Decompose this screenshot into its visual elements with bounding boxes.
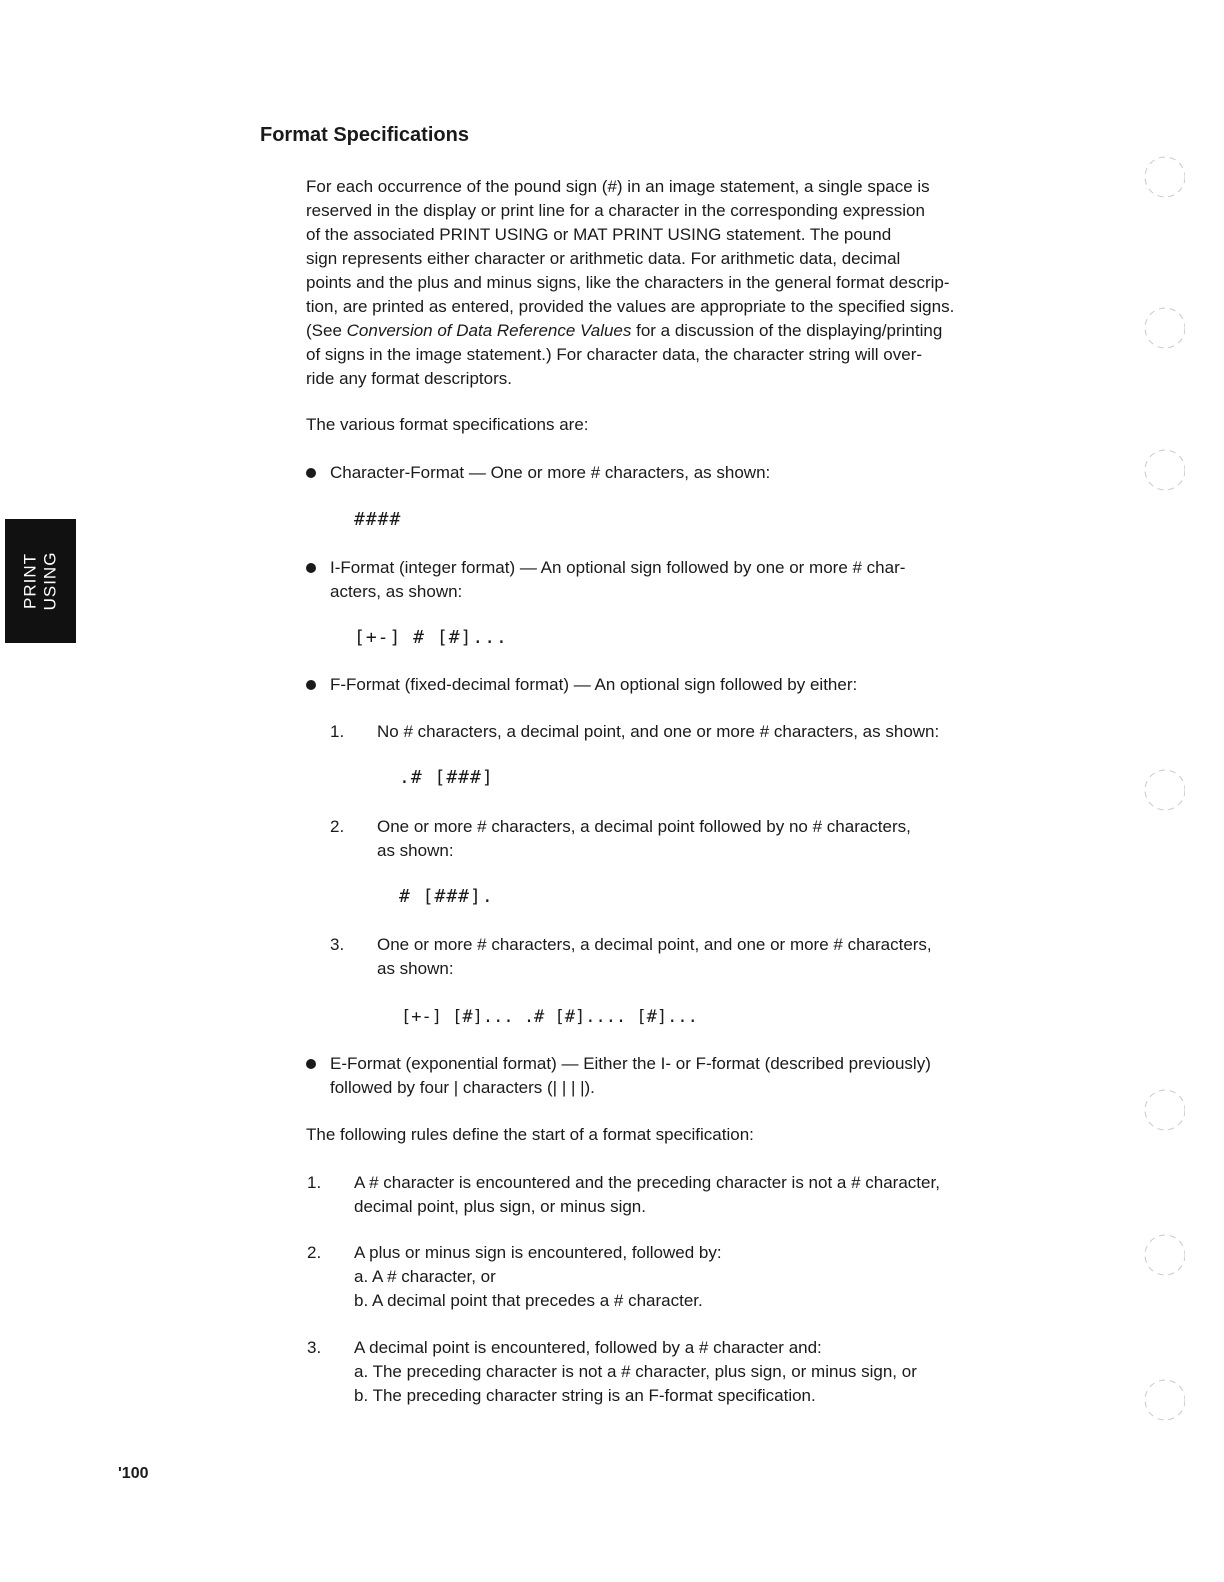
intro-line-reference: [306, 319, 996, 343]
intro-line: reserved in the display or print line for a character in the corresponding expression: [306, 201, 925, 220]
rule-number: 2.: [307, 1243, 322, 1262]
punch-hole-icon: [1145, 1380, 1185, 1420]
punch-hole-marks: [1135, 150, 1185, 1450]
bullet-dot-icon: [306, 468, 316, 478]
page-title: Format Specifications: [260, 124, 469, 146]
punch-hole-icon: [1145, 1090, 1185, 1130]
intro-line: points and the plus and minus signs, like the characters in the general format descrip-: [306, 273, 950, 292]
intro-line: tion, are printed as entered, provided the values are appropriate to the specified signs.: [306, 297, 955, 316]
bullet-text: followed by four | characters (| | | |).: [330, 1078, 595, 1097]
intro-line: sign represents either character or arithmetic data. For arithmetic data, decimal: [306, 249, 901, 268]
rule-text: decimal point, plus sign, or minus sign.: [354, 1197, 646, 1216]
punch-hole-icon: [1145, 157, 1185, 197]
bullet-dot-icon: [306, 680, 316, 690]
punch-hole-icon: [1145, 308, 1185, 348]
section-tab: [5, 519, 76, 643]
item-text: as shown:: [377, 841, 454, 860]
item-number: 1.: [330, 722, 345, 741]
page-number: '100: [118, 1465, 149, 1482]
code-example: [+-] [#]... .# [#].... [#]...: [401, 1007, 698, 1027]
intro-line: For each occurrence of the pound sign (#) in an image statement, a single space is: [306, 177, 930, 196]
intro-line: ride any format descriptors.: [306, 369, 512, 388]
f-format-item-1: [330, 720, 990, 744]
punch-hole-icon: [1145, 1235, 1185, 1275]
rule-3: [307, 1336, 997, 1408]
punch-hole-icon: [1145, 770, 1185, 810]
bullet-text: E-Format (exponential format) — Either the I- or F-format (described previously): [330, 1054, 931, 1073]
ref-title: Conversion of Data Reference Values: [346, 321, 632, 340]
punch-hole-icon: [1145, 450, 1185, 490]
rule-text: b. The preceding character string is an F-format specification.: [354, 1386, 816, 1405]
item-text: No # characters, a decimal point, and one or more # characters, as shown:: [377, 722, 940, 741]
rule-text: A plus or minus sign is encountered, followed by:: [354, 1243, 722, 1262]
rule-text: A decimal point is encountered, followed by a # character and:: [354, 1338, 822, 1357]
bullet-text: I-Format (integer format) — An optional sign followed by one or more # char-: [330, 558, 906, 577]
bullet-dot-icon: [306, 563, 316, 573]
section-tab-line: USING: [40, 551, 60, 611]
rule-text: A # character is encountered and the preceding character is not a # character,: [354, 1173, 940, 1192]
bullet-text: Character-Format — One or more # characters, as shown:: [330, 463, 771, 482]
rule-2: [307, 1241, 997, 1313]
intro-line: of signs in the image statement.) For character data, the character string will over-: [306, 345, 923, 364]
bullet-f-format: [306, 673, 996, 697]
item-number: 3.: [330, 935, 345, 954]
f-format-item-3: [330, 933, 990, 981]
rule-number: 1.: [307, 1173, 322, 1192]
bullet-i-format: [306, 556, 996, 604]
intro-paragraph: [306, 175, 996, 391]
code-example: [+-] # [#]...: [354, 627, 508, 648]
various-label: The various format specifications are:: [306, 415, 589, 434]
item-number: 2.: [330, 817, 345, 836]
bullet-character-format: [306, 461, 996, 485]
rule-number: 3.: [307, 1338, 322, 1357]
code-example: # [###].: [399, 886, 494, 907]
rule-text: a. A # character, or: [354, 1267, 496, 1286]
ref-suffix: for a discussion of the displaying/printing: [631, 321, 943, 340]
f-format-item-2: [330, 815, 990, 863]
intro-line: of the associated PRINT USING or MAT PRINT USING statement. The pound: [306, 225, 892, 244]
bullet-text: F-Format (fixed-decimal format) — An optional sign followed by either:: [330, 675, 858, 694]
bullet-text: acters, as shown:: [330, 582, 463, 601]
code-example: ####: [354, 509, 402, 530]
item-text: One or more # characters, a decimal point followed by no # characters,: [377, 817, 911, 836]
item-text: as shown:: [377, 959, 454, 978]
section-tab-line: PRINT: [20, 553, 40, 609]
rule-text: b. A decimal point that precedes a # character.: [354, 1291, 703, 1310]
rule-1: [307, 1171, 997, 1219]
rule-text: a. The preceding character is not a # character, plus sign, or minus sign, or: [354, 1362, 917, 1381]
ref-prefix: (See: [306, 321, 347, 340]
rules-intro: The following rules define the start of a format specification:: [306, 1125, 754, 1144]
item-text: One or more # characters, a decimal point, and one or more # characters,: [377, 935, 932, 954]
bullet-dot-icon: [306, 1059, 316, 1069]
bullet-e-format: [306, 1052, 996, 1100]
code-example: .# [###]: [399, 767, 494, 788]
